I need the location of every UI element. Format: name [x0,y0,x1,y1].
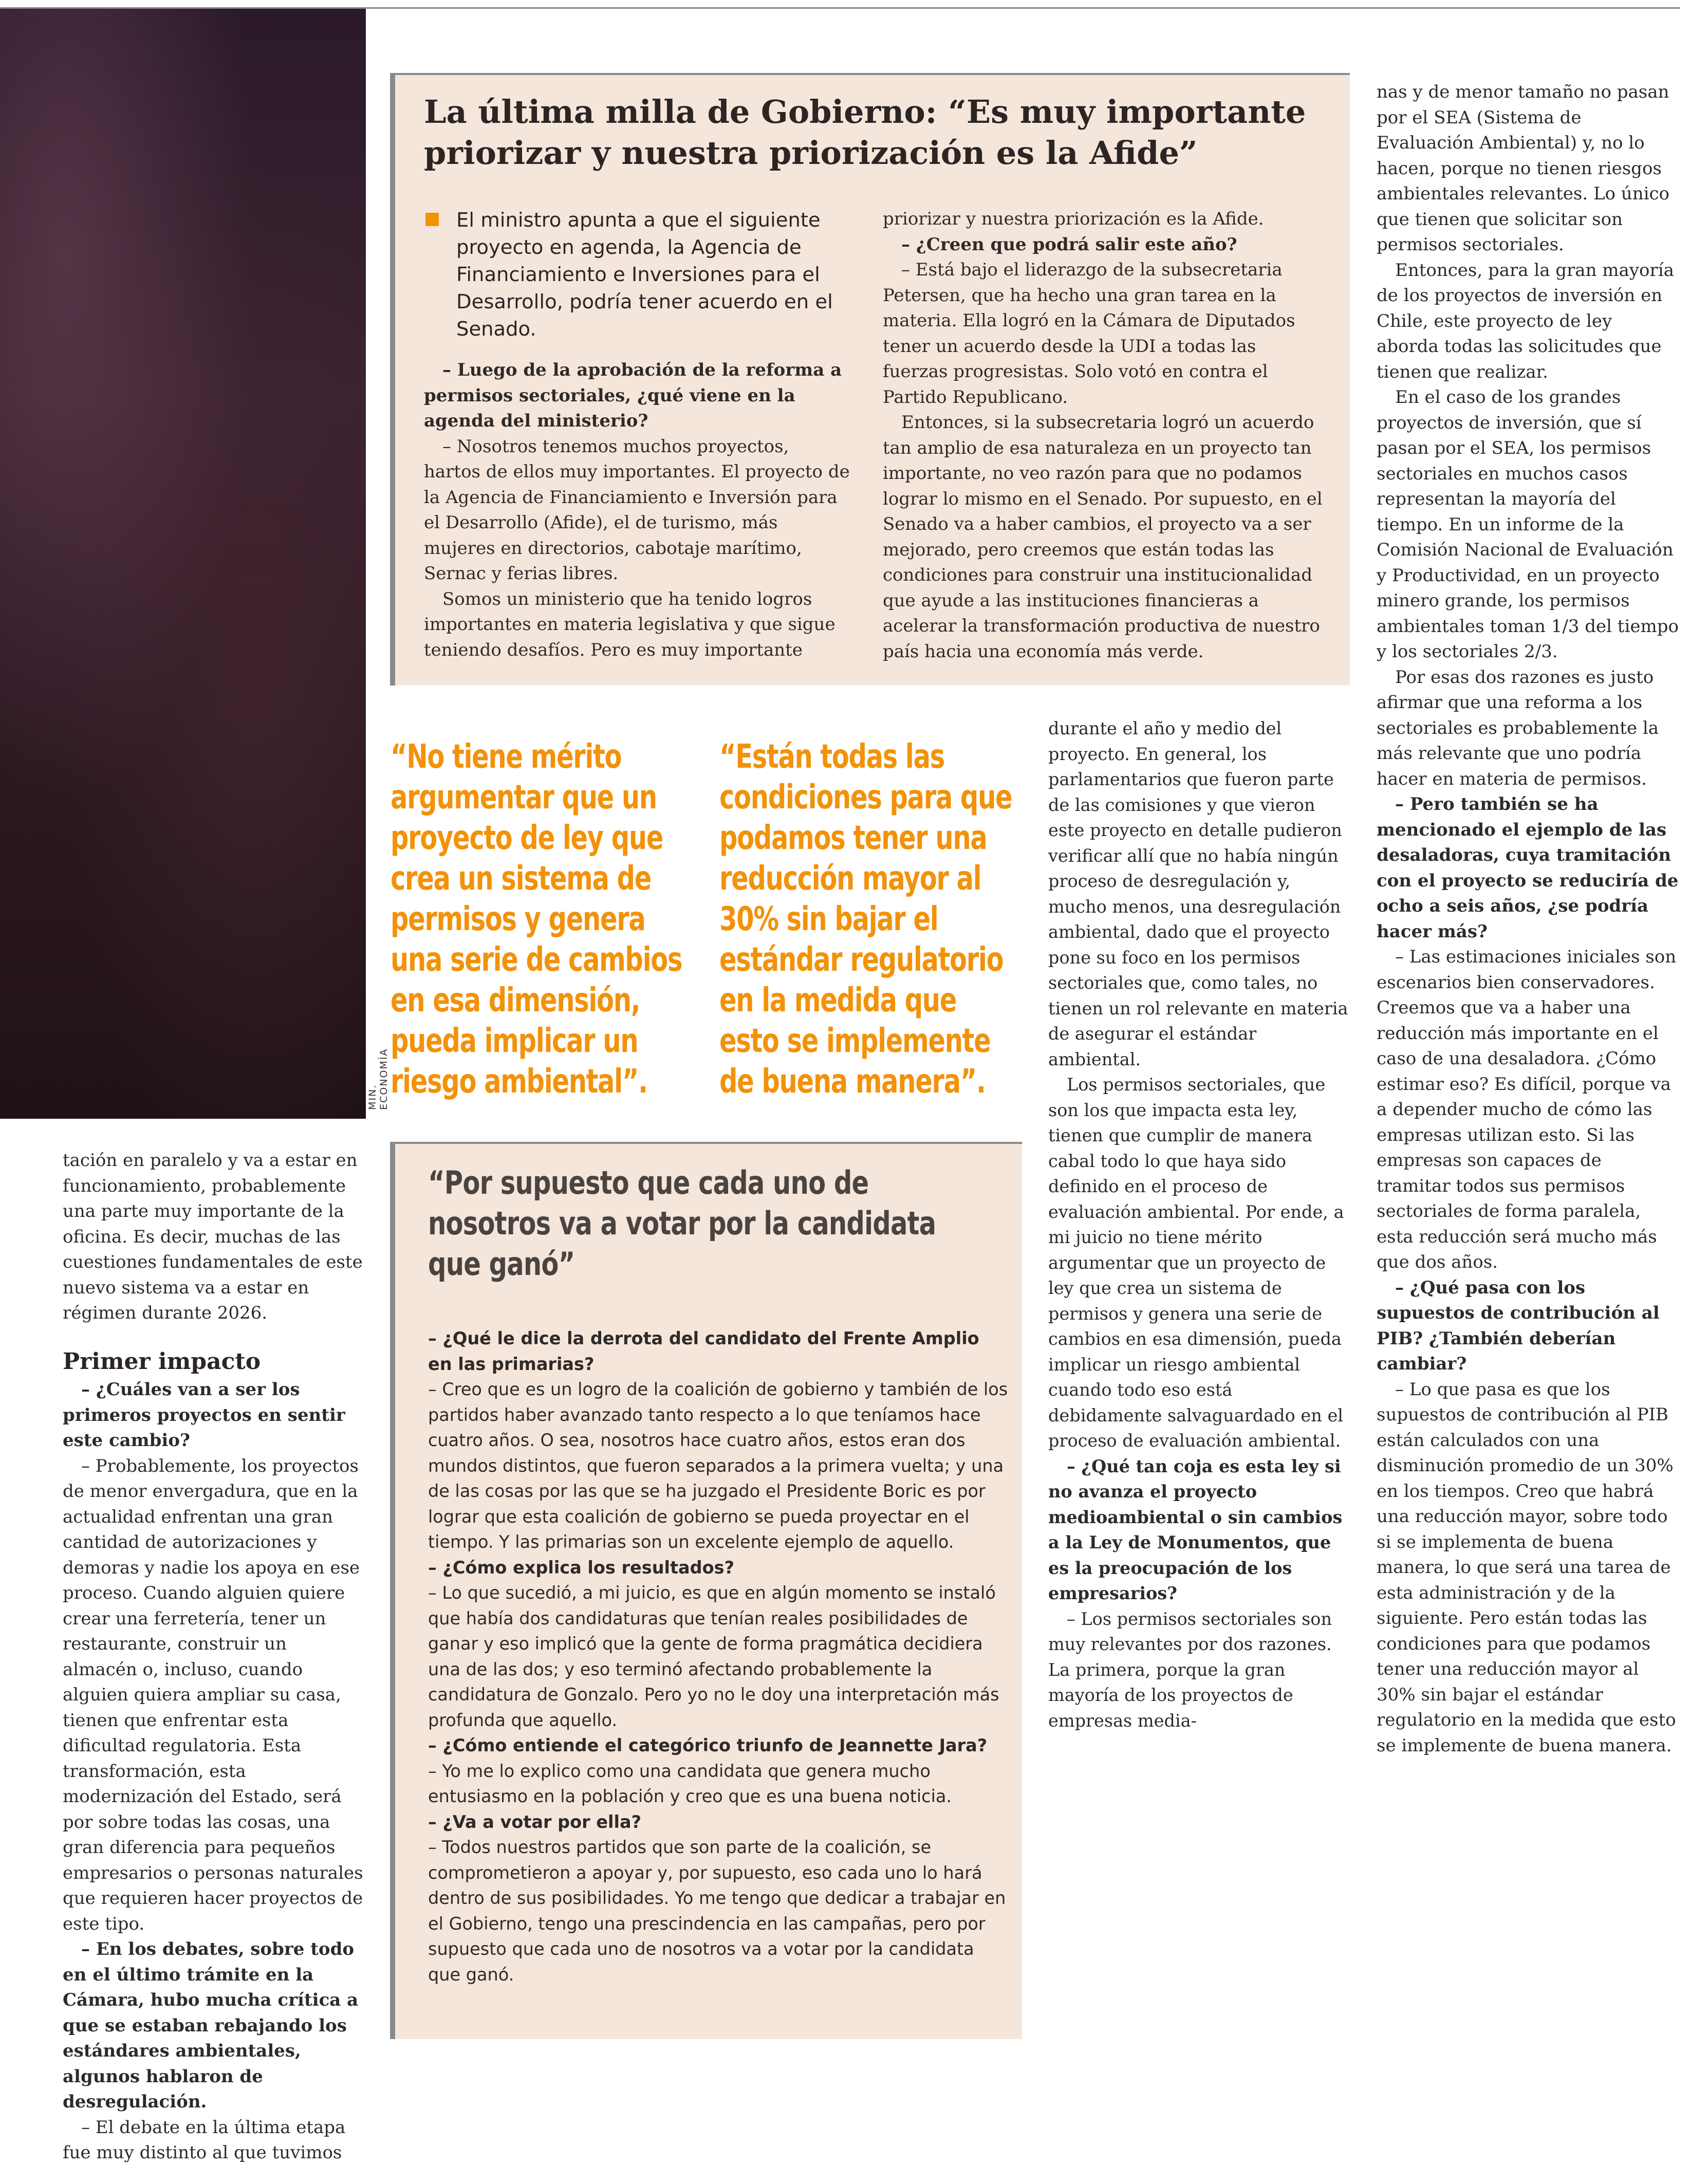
paragraph: – Lo que pasa es que los supuestos de contribución al PIB están calculados con una disminución promedio de un 30% en los tiempos. Creo que habrá una reducción mayor, sobre todo si se implementa de buena manera, lo que será una tarea de esta administración y de la siguiente. Pero están todas las condiciones para que podamos tener una reducción mayor al 30% sin bajar el estándar regulatorio en la medida que esto se implemente de buena manera. [1377,1379,1676,1756]
interview-question: – ¿Cómo entiende el categórico triunfo de Jeannette Jara? [428,1735,988,1755]
pull-quote-2: “Están todas las condiciones para que podamos tener una reducción mayor al 30% sin bajar el estándar regulatorio en la medida que esto se implemente de buena manera”. [719,738,1012,1101]
paragraph: – El debate en la última etapa fue muy distinto al que tuvimos [63,2117,346,2163]
paragraph: – Lo que sucedió, a mi juicio, es que en algún momento se instaló que había dos candidaturas que tenían reales posibilidades de ganar y eso implicó que la gente de forma pragmática decidiera una de las dos; y eso terminó afectando probablemente la candidatura de Gonzalo. Pero yo no le doy una interpretación más profunda que aquello. [428,1583,999,1730]
paragraph: Por esas dos razones es justo afirmar que una reforma a los sectoriales es probablemente la más relevante que uno podría hacer en materia de permisos. [1377,667,1659,789]
paragraph: – Probablemente, los proyectos de menor envergadura, que en la actualidad enfrentan una gran cantidad de autorizaciones y demoras y nadie los apoya en ese proceso. Cuando alguien quiere crear una ferretería, tener un restaurante, construir un almacén o, incluso, cuando alguien quiera ampliar su casa, tienen que enfrentar esta dificultad regulatoria. Esta transformación, esta modernización del Estado, será por sobre todas las cosas, una gran diferencia para pequeños empresarios o personas naturales que requieren hacer proyectos de este tipo. [63,1455,363,1934]
lead-paragraph: El ministro apunta a que el siguiente proyecto en agenda, la Agencia de Financiamiento e Inversiones para el Desarrollo, podría tener acuerdo en el Senado. [456,209,833,341]
paragraph: Entonces, para la gran mayoría de los proyectos de inversión en Chile, este proyecto de ley aborda todas las solicitudes que tienen que realizar. [1377,260,1674,382]
column-right [1377,80,1679,1758]
paragraph: Entonces, si la subsecretaria logró un acuerdo tan amplio de esa naturaleza en un proyecto tan importante, no veo razón para que no podamos lograr lo mismo en el Senado. Por supuesto, en el Senado va a haber cambios, el proyecto va a ser mejorado, pero creemos que están todas las condiciones para construir una institucionalidad que ayude a las instituciones financieras a acelerar la transformación productiva de nuestro país hacia una economía más verde. [883,412,1323,662]
paragraph: – Creo que es un logro de la coalición de gobierno y también de los partidos haber avanzado tanto respecto a lo que teníamos hace cuatro años. O sea, nosotros hace cuatro años, estos eran dos mundos distintos, que fueron separados a la primera vuelta; y una de las cosas por las que se ha juzgado el Presidente Boric es por lograr que esta coalición de gobierno se pueda proyectar en el tiempo. Y las primarias son un excelente ejemplo de aquello. [428,1379,1008,1552]
interview-question: – ¿Creen que podrá salir este año? [901,234,1237,255]
paragraph: Los permisos sectoriales, que son los que impacta esta ley, tienen que cumplir de manera cabal todo lo que haya sido definido en el proceso de evaluación ambiental. Por ende, a mi juicio no tiene mérito argumentar que un proyecto de ley que crea un sistema de permisos y genera una serie de cambios en esa dimensión, pueda implicar un riesgo ambiental cuando todo eso está debidamente salvaguardado en el proceso de evaluación ambiental. [1048,1075,1344,1451]
lead-bullet-square [425,213,439,226]
interview-question: – ¿Cómo explica los resultados? [428,1557,735,1578]
interview-question: – ¿Cuáles van a ser los primeros proyectos en sentir este cambio? [63,1379,345,1451]
paragraph: nas y de menor tamaño no pasan por el SEA (Sistema de Evaluación Ambiental) y, no lo hacen, porque no tienen riesgos ambientales relevantes. Lo único que tienen que solicitar son permisos sectoriales. [1377,82,1669,255]
paragraph: En el caso de los grandes proyectos de inversión, que sí pasan por el SEA, los permisos sectoriales en muchos casos representan la mayoría del tiempo. En un informe de la Comisión Nacional de Evaluación y Productividad, en un proyecto minero grande, los permisos ambientales toman 1/3 del tiempo y los sectoriales 2/3. [1377,387,1679,662]
paragraph: – Nosotros tenemos muchos proyectos, hartos de ellos muy importantes. El proyecto de la Agencia de Financiamiento e Inversión para el Desarrollo (Afide), el de turismo, más mujeres en directorios, cabotaje marítimo, Sernac y ferias libres. [424,436,850,584]
interview-question: – En los debates, sobre todo en el último trámite en la Cámara, hubo mucha crítica a que se estaban rebajando los estándares ambientales, algunos hablaron de desregulación. [63,1939,359,2112]
box-pull-quote: “Por supuesto que cada uno de nosotros va a votar por la candidata que ganó” [428,1164,936,1283]
headline: La última milla de Gobierno: “Es muy importante priorizar y nuestra priorización es la Afide” [424,93,1306,172]
paragraph: Somos un ministerio que ha tenido logros importantes en materia legislativa y que sigue teniendo desafíos. Pero es muy importante [424,588,836,660]
interview-question: – Luego de la aprobación de la reforma a permisos sectoriales, ¿qué viene en la agenda del ministerio? [424,360,842,431]
column-1 [424,358,850,663]
primaries-qa [428,1326,1009,1987]
paragraph: priorizar y nuestra priorización es la Afide. [883,209,1264,229]
column-2 [883,207,1323,664]
paragraph: – Yo me lo explico como una candidata que genera mucho entusiasmo en la población y creo que es una buena noticia. [428,1761,952,1806]
paragraph: – Todos nuestros partidos que son parte de la coalición, se comprometieron a apoyar y, por supuesto, eso cada uno lo hará dentro de sus posibilidades. Yo me tengo que dedicar a trabajar en el Gobierno, tengo una prescindencia en las campañas, pero por supuesto que cada uno de nosotros va a votar por la candidata que ganó. [428,1837,1006,1985]
paragraph: – Está bajo el liderazgo de la subsecretaria Petersen, que ha hecho una gran tarea en la materia. Ella logró en la Cámara de Diputados tener un acuerdo desde la UDI a todas las fuerzas progresistas. Solo votó en contra el Partido Republicano. [883,260,1295,408]
column-left-bottom [63,1377,365,2166]
photo-credit: MIN. ECONOMÍA [367,1048,389,1110]
paragraph: durante el año y medio del proyecto. En general, los parlamentarios que fueron parte de las comisiones y que vieron este proyecto en detalle pudieron verificar allí que no había ningún proceso de desregulación y, mucho menos, una desregulación ambiental, dado que el proyecto pone su foco en los permisos sectoriales que, como tales, no tienen un rol relevante en materia de asegurar el estándar ambiental. [1048,718,1348,1069]
column-left-top [63,1148,365,1326]
interview-question: – ¿Va a votar por ella? [428,1811,642,1832]
interview-question: – ¿Qué le dice la derrota del candidato del Frente Amplio en las primarias? [428,1328,979,1374]
interview-question: – ¿Qué pasa con los supuestos de contribución al PIB? ¿También deberían cambiar? [1377,1277,1660,1374]
interview-question: – ¿Qué tan coja es esta ley si no avanza el proyecto medioambiental o sin cambios a la Ley de Monumentos, que es la preocupación de los empresarios? [1048,1456,1343,1603]
pull-quote-1: “No tiene mérito argumentar que un proyecto de ley que crea un sistema de permisos y genera una serie de cambios en esa dimensión, pueda implicar un riesgo ambiental”. [391,738,682,1101]
subhead-primer-impacto: Primer impacto [63,1348,261,1375]
paragraph: tación en paralelo y va a estar en funcionamiento, probablemente una parte muy importante de la oficina. Es decir, muchas de las cuestiones fundamentales de este nuevo sistema va a estar en régimen durante 2026. [63,1150,363,1323]
interview-question: – Pero también se ha mencionado el ejemplo de las desaladoras, cuya tramitación con el proyecto se reduciría de ocho a seis años, ¿se podría hacer más? [1377,794,1679,942]
minister-photo [0,9,366,1119]
paragraph: – Los permisos sectoriales son muy relevantes por dos razones. La primera, porque la gran mayoría de los proyectos de empresas media- [1048,1608,1332,1731]
paragraph: – Las estimaciones iniciales son escenarios bien conservadores. Creemos que va a haber una reducción más importante en el caso de una desaladora. ¿Cómo estimar eso? Es difícil, porque va a depender mucho de cómo las empresas utilizan esto. Si las empresas son capaces de tramitar todos sus permisos sectoriales de forma paralela, esta reducción será mucho más que dos años. [1377,947,1677,1272]
column-middle [1048,716,1351,1733]
